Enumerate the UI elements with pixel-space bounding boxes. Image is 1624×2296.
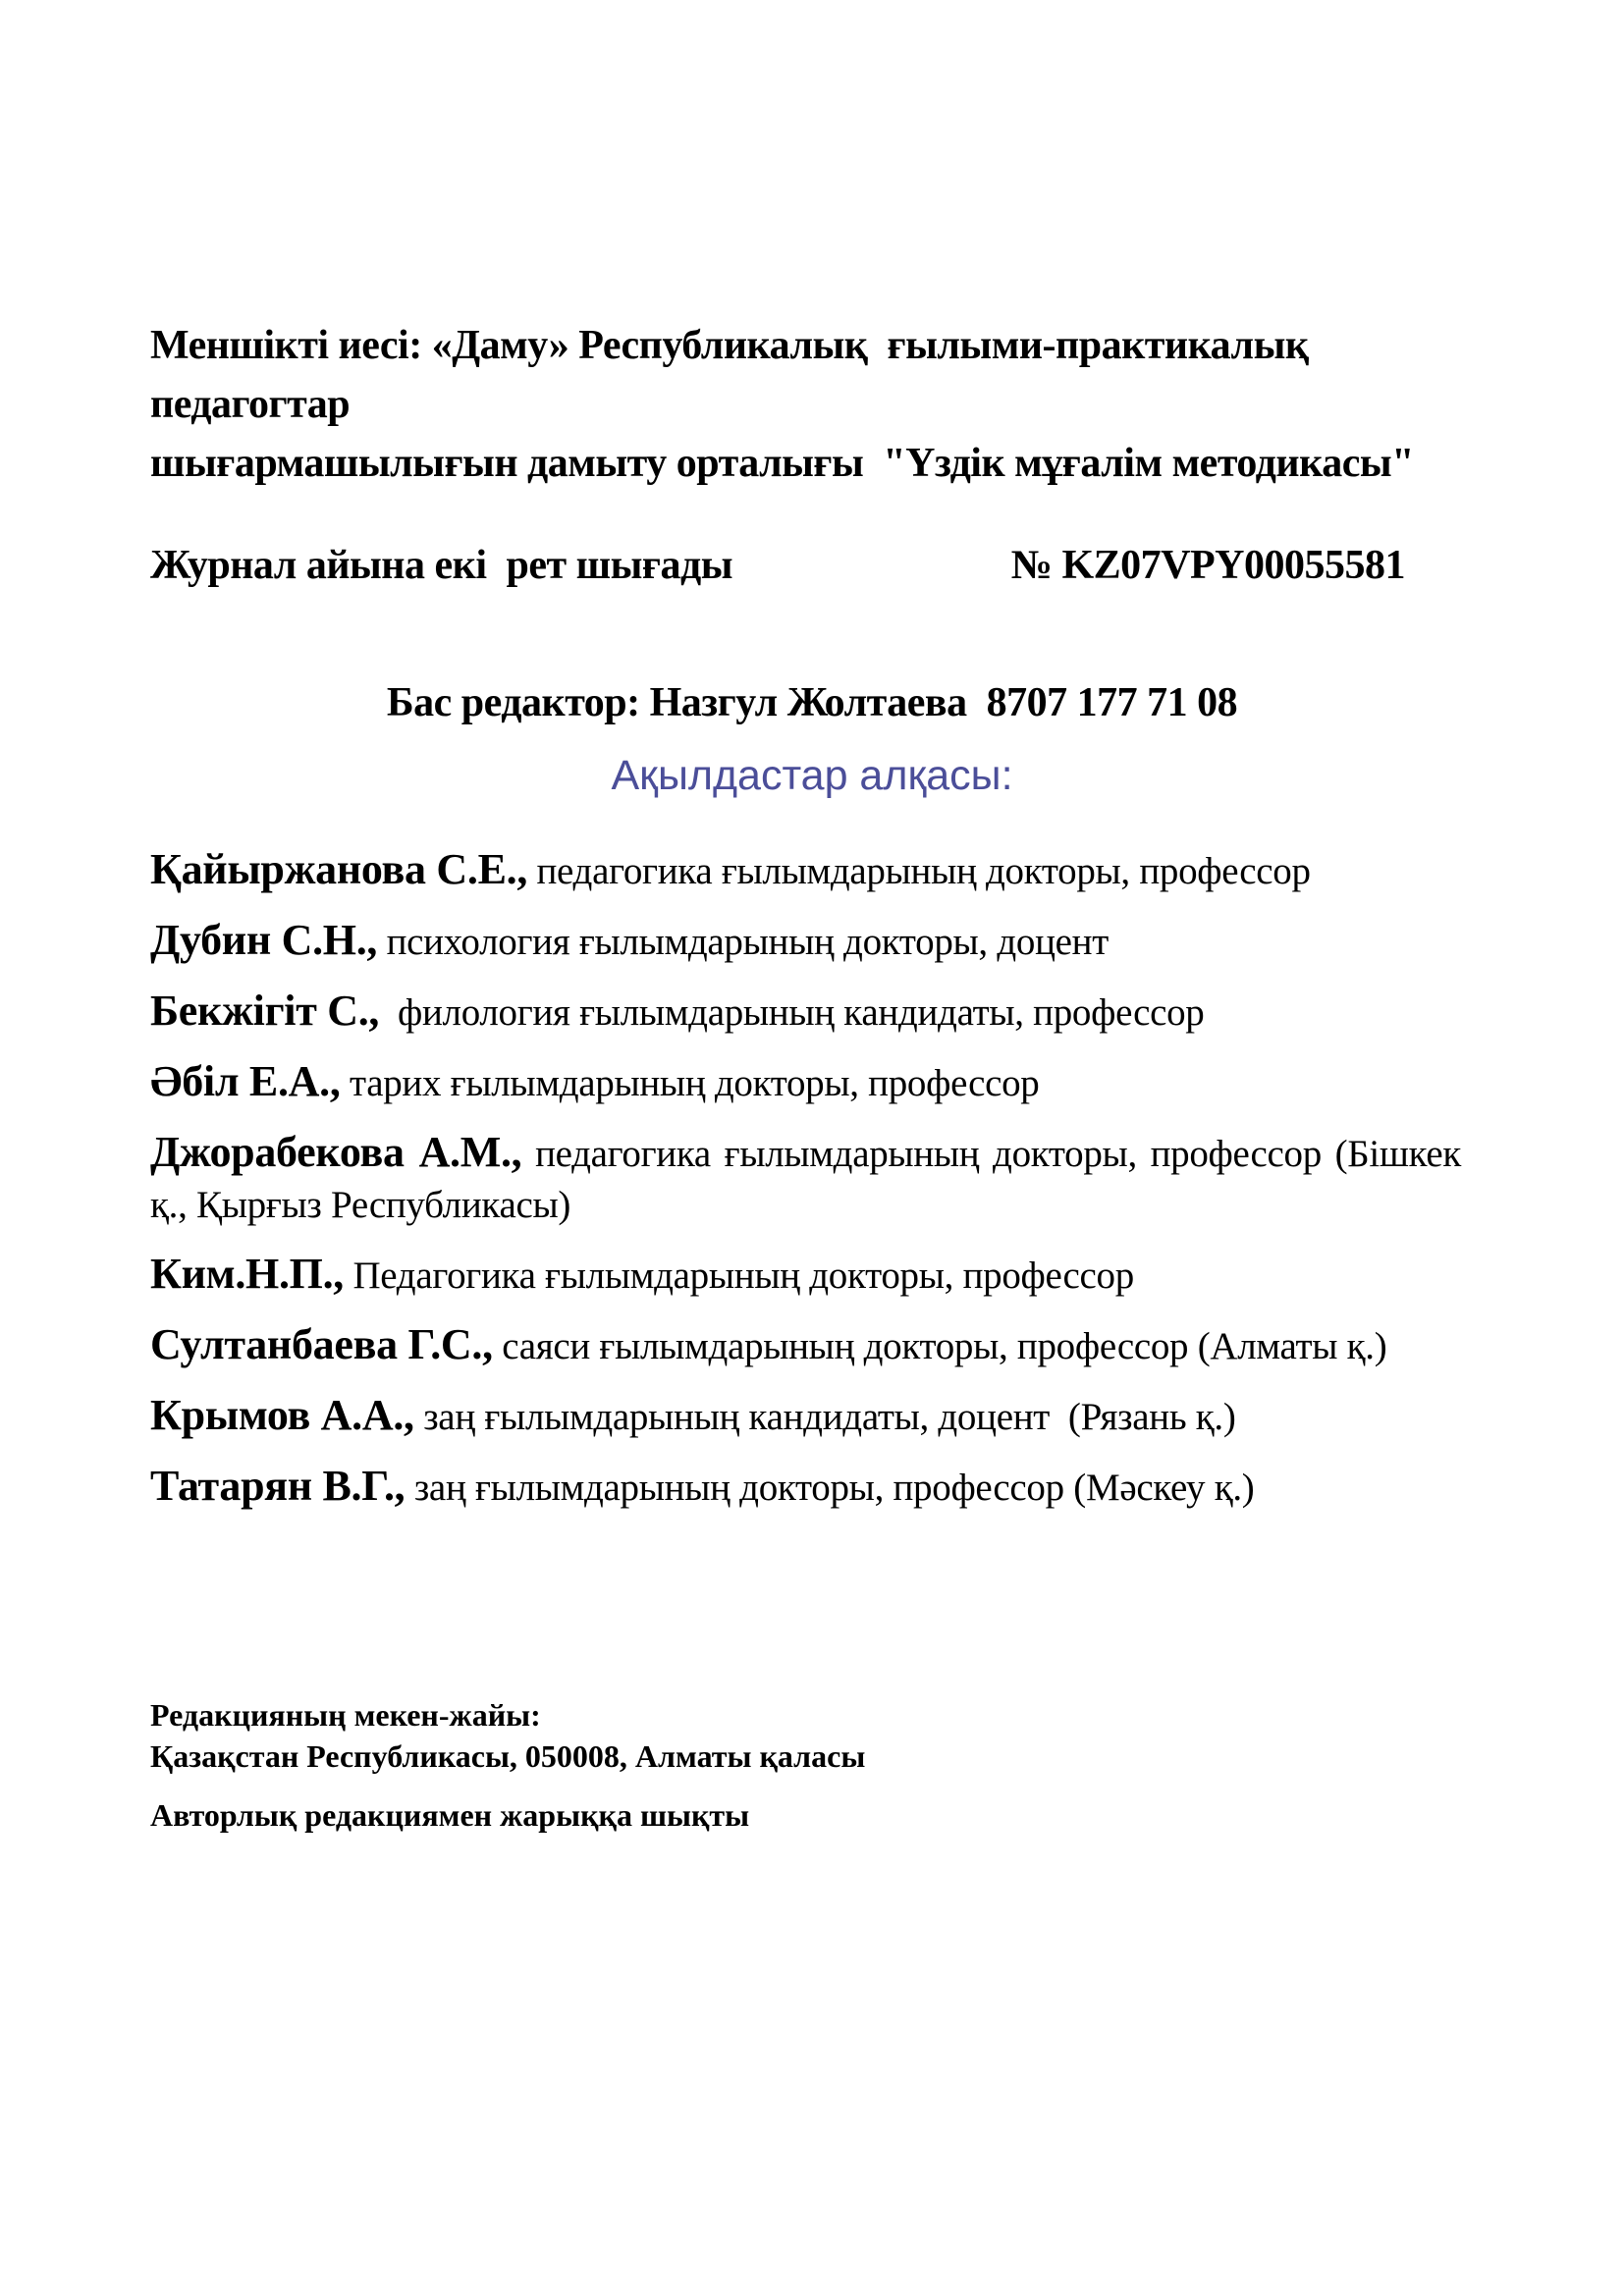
advisory-board-list xyxy=(150,844,1461,1531)
board-member-row xyxy=(150,1127,1461,1231)
owner-statement-line-2: шығармашылығын дамыту орталығы "Үздік мұғалім методикасы" xyxy=(150,441,1414,486)
member-name: Султанбаева Г.С., xyxy=(150,1320,493,1368)
board-member-row xyxy=(150,915,1461,968)
member-name: Крымов А.А., xyxy=(150,1391,414,1439)
member-role: заң ғылымдарының докторы, профессор (Мәскеу қ.) xyxy=(413,1467,1255,1509)
footer xyxy=(150,1694,1461,1836)
member-role: педагогика ғылымдарының докторы, профессор xyxy=(536,850,1311,892)
board-member-row xyxy=(150,1056,1461,1109)
advisory-board-title: Ақылдастар алқасы: xyxy=(611,752,1013,799)
board-member-row xyxy=(150,1461,1461,1514)
journal-info-row xyxy=(150,542,1461,589)
board-member-row xyxy=(150,1249,1461,1302)
member-role: заң ғылымдарының кандидаты, доцент (Рязань қ.) xyxy=(423,1396,1236,1438)
member-name: Қайыржанова С.Е., xyxy=(150,845,528,893)
member-name: Әбіл Е.А., xyxy=(150,1057,341,1105)
publication-note: Авторлық редакциямен жарыққа шықты xyxy=(150,1797,750,1833)
journal-frequency: Журнал айына екі рет шығады xyxy=(150,543,733,588)
owner-statement xyxy=(150,316,1461,493)
member-role: педагогика ғылымдарының докторы, профессор (Бішкек қ., Қырғыз Республикасы) xyxy=(150,1133,1461,1226)
registration-number: № KZ07VPY00055581 xyxy=(1010,543,1405,588)
editorial-address: Қазақстан Республикасы, 050008, Алматы қаласы xyxy=(150,1738,866,1774)
editorial-address-label: Редакцияның мекен-жайы: xyxy=(150,1697,541,1733)
member-role: Педагогика ғылымдарының докторы, профессор xyxy=(352,1255,1134,1297)
board-member-row xyxy=(150,1390,1461,1443)
board-member-row xyxy=(150,1319,1461,1372)
member-name: Бекжігіт С., xyxy=(150,987,380,1035)
member-role: психология ғылымдарының докторы, доцент xyxy=(386,921,1109,963)
member-role: тарих ғылымдарының докторы, профессор xyxy=(350,1062,1040,1104)
owner-statement-line-1: Меншікті иесі: «Даму» Республикалық ғылыми-практикалық педагогтар xyxy=(150,323,1319,427)
board-member-row xyxy=(150,844,1461,897)
member-role: саяси ғылымдарының докторы, профессор (Алматы қ.) xyxy=(502,1325,1387,1367)
member-name: Ким.Н.П., xyxy=(150,1250,344,1298)
member-name: Дубин С.Н., xyxy=(150,916,378,964)
member-name: Татарян В.Г., xyxy=(150,1462,406,1510)
board-member-row xyxy=(150,986,1461,1039)
chief-editor-line: Бас редактор: Назгул Жолтаева 8707 177 71 08 xyxy=(386,680,1238,725)
member-name: Джорабекова А.М., xyxy=(150,1128,522,1176)
member-role: филология ғылымдарының кандидаты, профессор xyxy=(388,991,1205,1034)
